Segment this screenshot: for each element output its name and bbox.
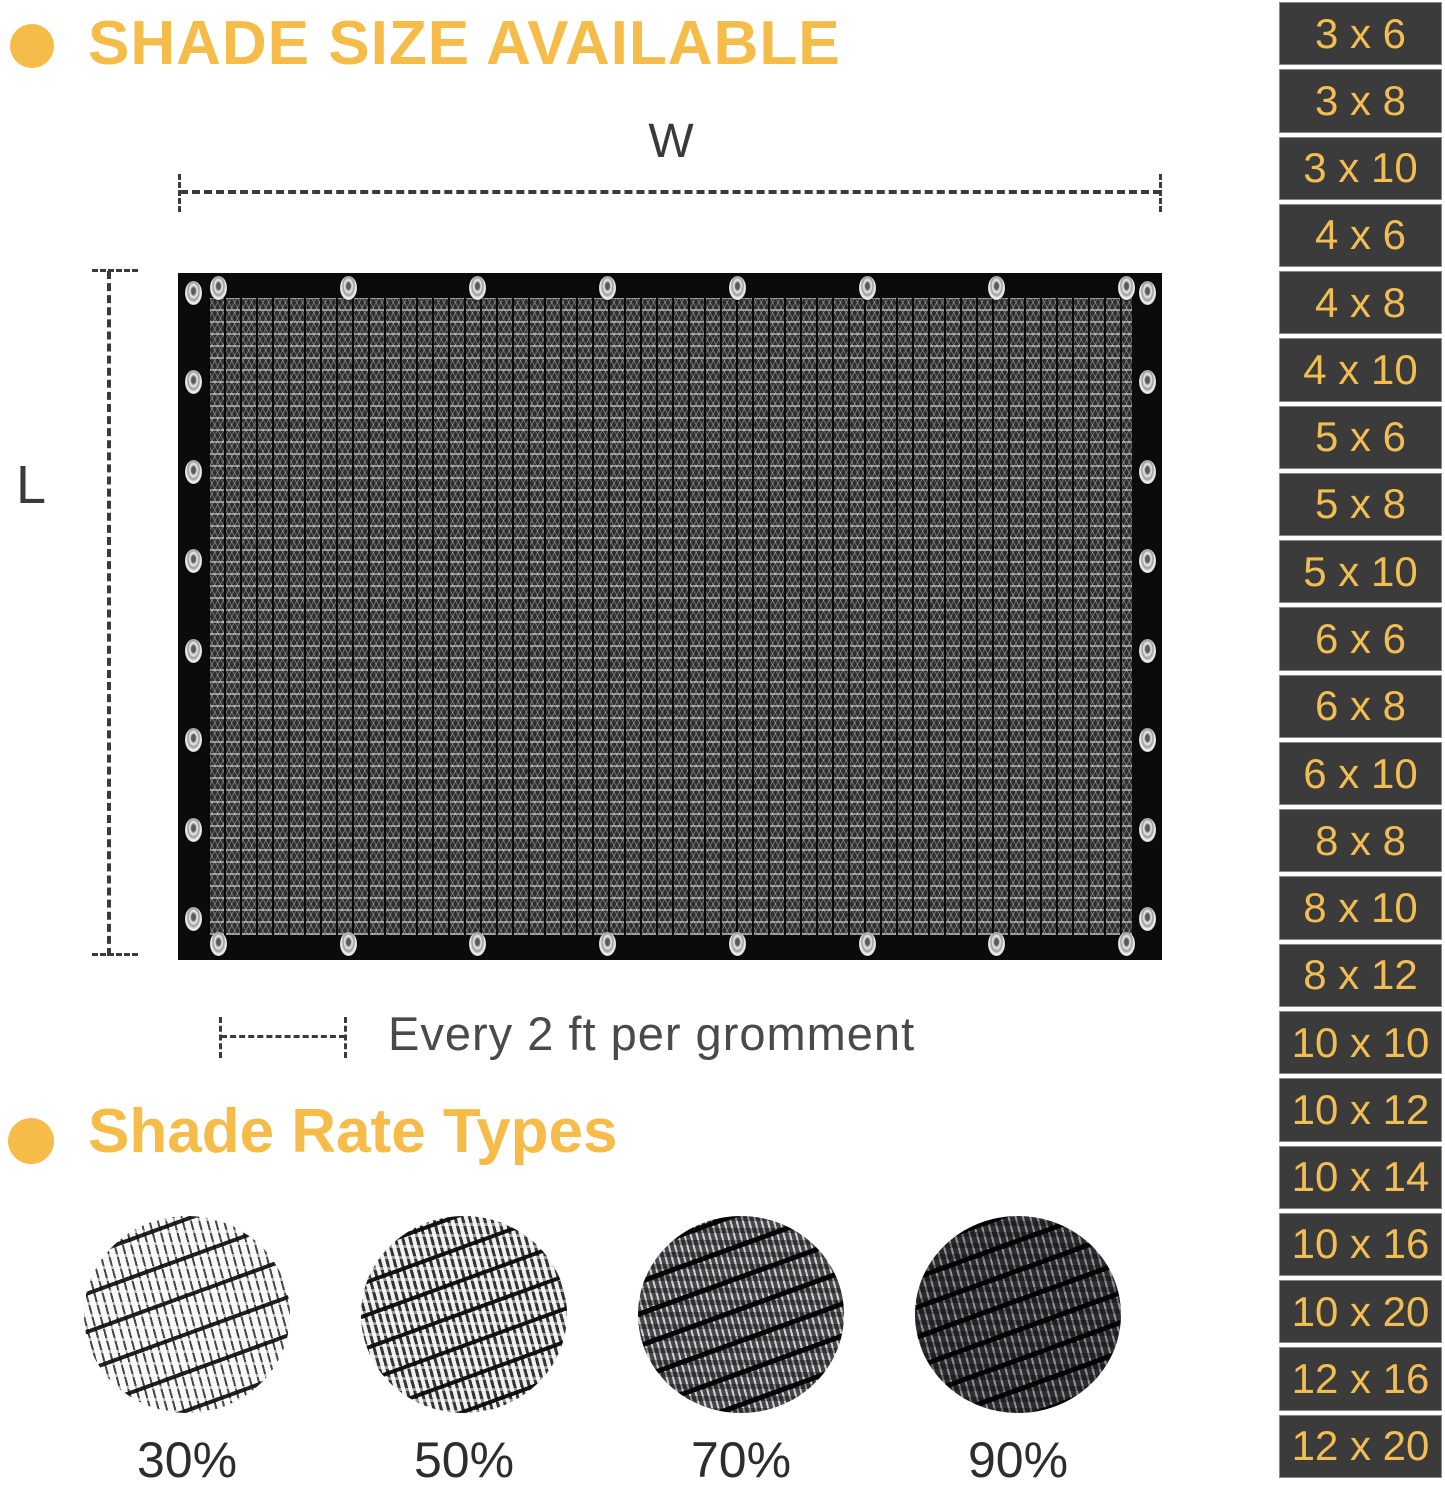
- grommet: [1139, 281, 1156, 305]
- grommet: [185, 639, 202, 663]
- grommet: [469, 932, 486, 956]
- mesh-swatch-30: [84, 1216, 290, 1413]
- grommet: [599, 932, 616, 956]
- length-dimension-line: [107, 271, 111, 956]
- shade-rate-percent: 90%: [967, 1432, 1069, 1485]
- shade-rate-percent: 70%: [690, 1432, 792, 1485]
- size-option-label: 5 x 6: [1314, 413, 1407, 461]
- length-dim-tick-top: [92, 269, 138, 272]
- size-option-label: 6 x 8: [1314, 682, 1407, 730]
- size-option-label: 10 x 20: [1291, 1287, 1430, 1335]
- size-option: [1279, 2, 1442, 65]
- size-option: [1279, 742, 1442, 805]
- shade-cloth-illustration: [178, 273, 1162, 960]
- width-dimension-label: W: [648, 115, 694, 168]
- size-option-label: 10 x 14: [1291, 1153, 1430, 1201]
- mesh-texture: [208, 298, 1132, 935]
- mesh-swatch-90: [915, 1216, 1121, 1413]
- size-option-label: 4 x 8: [1314, 278, 1407, 326]
- size-option: [1279, 1146, 1442, 1209]
- shade-rate-percent: 30%: [136, 1432, 238, 1485]
- grommet: [185, 818, 202, 842]
- grommet-dim-line: [221, 1035, 345, 1038]
- size-option: [1279, 69, 1442, 132]
- size-option: [1279, 473, 1442, 536]
- size-option-label: 3 x 6: [1314, 9, 1407, 57]
- grommet: [210, 932, 227, 956]
- grommet: [988, 276, 1005, 300]
- rate-section-title: Shade Rate Types: [88, 1097, 618, 1166]
- rate-section-bullet-icon: [8, 1118, 54, 1164]
- grommet: [1139, 907, 1156, 931]
- grommet: [1139, 460, 1156, 484]
- length-dimension-label: L: [16, 455, 47, 515]
- grommet: [1139, 728, 1156, 752]
- width-dim-tick-right: [1159, 174, 1162, 212]
- size-option-label: 6 x 6: [1314, 615, 1407, 663]
- grommet: [1118, 276, 1135, 300]
- size-option-label: 3 x 10: [1303, 144, 1418, 192]
- size-option-label: 4 x 6: [1314, 211, 1407, 259]
- size-option: [1279, 1280, 1442, 1343]
- grommet: [859, 276, 876, 300]
- size-option: [1279, 1011, 1442, 1074]
- grommet: [1139, 639, 1156, 663]
- length-dim-tick-bottom: [92, 953, 138, 956]
- size-option: [1279, 406, 1442, 469]
- shade-rate-swatches: [84, 1216, 1121, 1485]
- shade-rate-swatch: [638, 1216, 844, 1485]
- grommet-spacing-note: Every 2 ft per gromment: [388, 1007, 916, 1060]
- grommet: [185, 281, 202, 305]
- size-option-label: 8 x 10: [1303, 884, 1418, 932]
- size-option-label: 10 x 16: [1291, 1220, 1430, 1268]
- grommet: [729, 932, 746, 956]
- size-option-label: 3 x 8: [1314, 76, 1407, 124]
- size-option: [1279, 1078, 1442, 1141]
- size-option-label: 8 x 8: [1314, 816, 1407, 864]
- size-section-bullet-icon: [10, 24, 54, 68]
- grommet: [1139, 549, 1156, 573]
- size-option: [1279, 338, 1442, 401]
- grommet: [729, 276, 746, 300]
- grommet: [185, 728, 202, 752]
- size-option-label: 6 x 10: [1303, 749, 1418, 797]
- mesh-swatch-50: [361, 1216, 567, 1413]
- grommet: [1118, 932, 1135, 956]
- size-option: [1279, 540, 1442, 603]
- grommet: [185, 460, 202, 484]
- width-dimension-line: [180, 190, 1161, 194]
- size-option: [1279, 1415, 1442, 1478]
- size-list: [1279, 2, 1442, 1478]
- grommet: [340, 276, 357, 300]
- size-option-label: 4 x 10: [1303, 345, 1418, 393]
- grommet: [340, 932, 357, 956]
- size-option-label: 10 x 12: [1291, 1085, 1430, 1133]
- size-section-title: SHADE SIZE AVAILABLE: [88, 9, 841, 78]
- grommet: [185, 549, 202, 573]
- size-option: [1279, 876, 1442, 939]
- size-option-label: 8 x 12: [1303, 951, 1418, 999]
- mesh-swatch-70: [638, 1216, 844, 1413]
- grommet: [1139, 818, 1156, 842]
- size-option: [1279, 607, 1442, 670]
- size-option-label: 12 x 20: [1291, 1422, 1430, 1470]
- size-option-label: 12 x 16: [1291, 1354, 1430, 1402]
- shade-rate-percent: 50%: [413, 1432, 515, 1485]
- shade-rate-swatch: [84, 1216, 290, 1485]
- size-option: [1279, 809, 1442, 872]
- size-option-label: 5 x 8: [1314, 480, 1407, 528]
- grommet: [469, 276, 486, 300]
- size-option: [1279, 137, 1442, 200]
- grommet: [859, 932, 876, 956]
- shade-rate-swatch: [361, 1216, 567, 1485]
- size-option: [1279, 675, 1442, 738]
- width-dim-tick-left: [178, 174, 181, 212]
- size-option: [1279, 1213, 1442, 1276]
- grommet: [185, 370, 202, 394]
- size-option: [1279, 944, 1442, 1007]
- size-option-label: 10 x 10: [1291, 1018, 1430, 1066]
- grommet: [599, 276, 616, 300]
- grommet: [185, 907, 202, 931]
- size-option: [1279, 1347, 1442, 1410]
- shade-rate-swatch: [915, 1216, 1121, 1485]
- size-option: [1279, 204, 1442, 267]
- size-option: [1279, 271, 1442, 334]
- grommet: [988, 932, 1005, 956]
- grommet: [210, 276, 227, 300]
- size-option-label: 5 x 10: [1303, 547, 1418, 595]
- grommet: [1139, 370, 1156, 394]
